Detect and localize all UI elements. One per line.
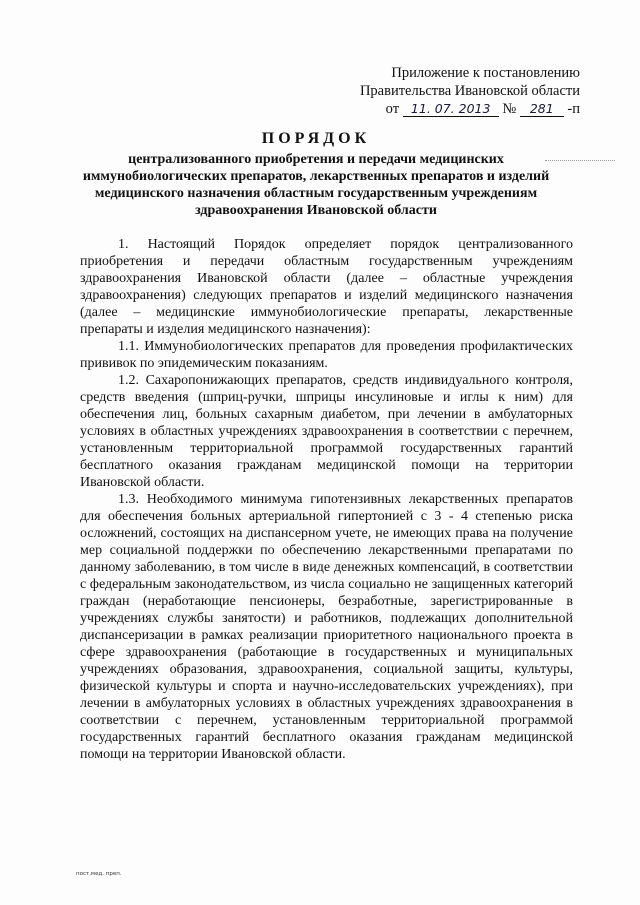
- number-label: №: [502, 101, 517, 117]
- approval-date-line: [330, 100, 580, 118]
- document-title: ПОРЯДОК: [261, 130, 371, 147]
- footer-filename: пост.мед. преп.: [76, 871, 122, 877]
- handwritten-number: 281: [520, 102, 564, 117]
- dotted-mark: [545, 160, 615, 162]
- number-suffix: -п: [567, 101, 580, 117]
- handwritten-date: 11. 07. 2013: [403, 102, 499, 117]
- paragraph-1-2: 1.2. Сахаропонижающих препаратов, средств индивидуального контроля, средств введения (шприц-ручки, шприцы инсулиновые и иглы к ним) для обеспечения лиц, больных сахарным диабетом, при лечении в амбулаторных условиях в областных учреждениях здравоохранения в соответствии с перечнем, установленным территориальной программой государственных гарантий бесплатного оказания гражданам медицинской помощи на территории Ивановской области.: [80, 373, 573, 490]
- approval-line-1: Приложение к постановлению: [391, 65, 580, 81]
- paragraph-1-1: 1.1. Иммунобиологических препаратов для проведения профилактических прививок по эпидемическим показаниям.: [80, 339, 573, 371]
- approval-line-2: Правительства Ивановской области: [359, 83, 580, 99]
- paragraph-1-3: 1.3. Необходимого минимума гипотензивных лекарственных препаратов для обеспечения больных артериальной гипертонией с 3 - 4 степенью риска осложнений, состоящих на диспансерном учете, не имеющих права на получение мер социальной поддержки по обеспечению лекарственными препаратами по данному заболеванию, в том числе в виде денежных компенсаций, в соответствии с федеральным законодательством, из числа социально не защищенных категорий граждан (неработающие пенсионеры, безработные, зарегистрированные в учреждениях службы занятости) и работников, подлежащих дополнительной диспансеризации в рамках реализации приоритетного национального проекта в сфере здравоохранения (работающие в государственных и муниципальных учреждениях образования, здравоохранения, социальной защиты, культуры, физической культуры и спорта и научно-исследовательских учреждениях), при лечении в амбулаторных условиях в областных учреждениях здравоохранения в соответствии с перечнем, установленным территориальной программой государственных гарантий бесплатного оказания гражданам медицинской помощи на территории Ивановской области.: [80, 492, 573, 762]
- paragraph-1: 1. Настоящий Порядок определяет порядок централизованного приобретения и передачи областным государственным учреждениям здравоохранения Ивановской области (далее – областные учреждения здравоохранения) следующих препаратов и изделий медицинского назначения (далее – медицинские иммунобиологические препараты, лекарственные препараты и изделия медицинского назначения):: [80, 237, 573, 337]
- document-body: [80, 236, 573, 763]
- document-subtitle: централизованного приобретения и передачи медицинских иммунобиологических препаратов, лекарственных препаратов и изделий медицинского назначения областным государственным учреждениям здравоохранения Ивановской области: [82, 152, 550, 218]
- approval-block: [330, 64, 580, 118]
- date-label: от: [385, 101, 400, 117]
